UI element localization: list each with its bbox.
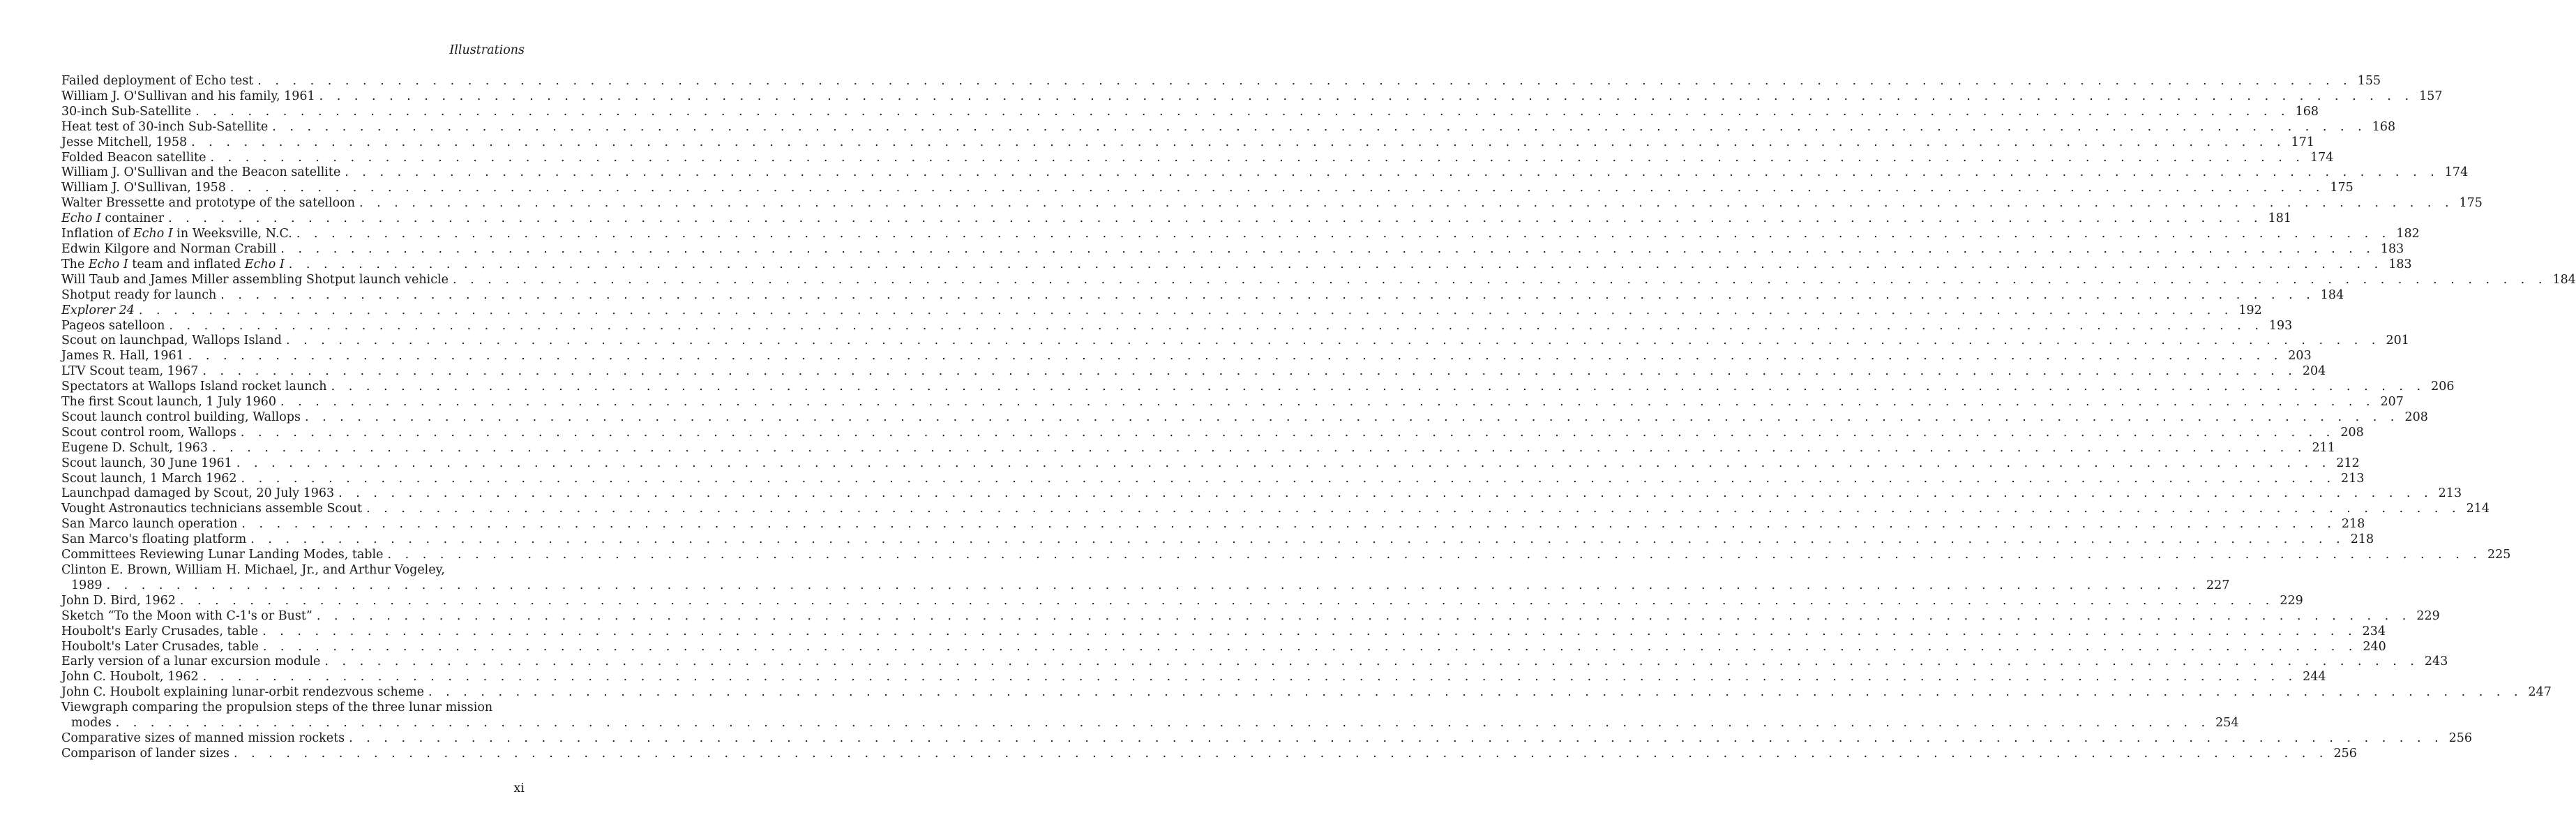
entry-title [61,257,289,273]
entry-title [61,89,319,105]
list-item [61,196,2483,211]
dot-leader: . . . . . . . . . . . . . . . . . . . . . . . . . . . . . . . . . . . . . . . . . . . . . . . . . . . . . . . . . . . . . . . . . . . . . . . . . . . . . . . . . . . . . . . . . . . . . . . . . . . . . . . . . . . . . . . . . . . . . . . . [195,104,2290,119]
entry-page-number: 254 [2215,716,2239,731]
list-item [61,119,2396,135]
entry-title [61,135,191,151]
list-item [61,241,2404,257]
entry-page-number: 243 [2424,654,2448,669]
entry-page-number: 192 [2238,303,2262,317]
entry-page-number: 184 [2552,272,2576,287]
entry-title [61,624,262,640]
entry-page-number: 155 [2357,74,2381,88]
list-item [61,181,2353,196]
entry-title-continued: modes [71,716,112,731]
entry-title [61,640,263,655]
dot-leader: . . . . . . . . . . . . . . . . . . . . . . . . . . . . . . . . . . . . . . . . . . . . . . . . . . . . . . . . . . . . . . . . . . . . . . . . . . . . . . . . . . . . . . . . . . . . . . . . . . . . . . . . . . . . . . . . . . . . . . . . [169,318,2264,333]
list-item [61,639,2386,655]
list-item [61,74,2381,89]
entry-page-number: 208 [2404,410,2428,424]
title-text: The first Scout launch, 1 July 1960 [61,395,277,410]
list-item [61,608,2440,624]
list-item [61,257,2412,273]
entry-page-number: 207 [2380,395,2404,410]
entry-title [61,532,250,548]
entry-page-number: 218 [2350,532,2374,547]
entry-page-number: 256 [2333,746,2357,761]
entry-page-number: 229 [2416,608,2440,623]
title-text: Comparison of lander sizes [61,746,229,761]
dot-leader: . . . . . . . . . . . . . . . . . . . . . . . . . . . . . . . . . . . . . . . . . . . . . . . . . . . . . . . . . . . . . . . . . . . . . . . . . . . . . . . . . . . . . . . . . . . . . . . . . . . . . . . . . . . . . . . . . . . . . . . . [233,746,2328,761]
entry-page-number: 229 [2280,593,2303,608]
entry-title [61,502,366,517]
title-text: John C. Houbolt explaining lunar-orbit rendezvous scheme [61,685,425,700]
entry-title [61,74,257,89]
title-text: Launchpad damaged by Scout, 20 July 1963 [61,486,335,501]
dot-leader: . . . . . . . . . . . . . . . . . . . . . . . . . . . . . . . . . . . . . . . . . . . . . . . . . . . . . . . . . . . . . . . . . . . . . . . . . . . . . . . . . . . . . . . . . . . . . . . . . . . . . . . . . . . . . . . . . . . . . . . . [319,89,2414,103]
entry-title [61,165,345,181]
title-text: Will Taub and James Miller assembling Shotput launch vehicle [61,272,449,287]
dot-leader: . . . . . . . . . . . . . . . . . . . . . . . . . . . . . . . . . . . . . . . . . . . . . . . . . . . . . . . . . . . . . . . . . . . . . . . . . . . . . . . . . . . . . . . . . . . . . . . . . . . . . . . . . . . . . . . . . . . . . . . . [338,486,2433,501]
dot-leader: . . . . . . . . . . . . . . . . . . . . . . . . . . . . . . . . . . . . . . . . . . . . . . . . . . . . . . . . . . . . . . . . . . . . . . . . . . . . . . . . . . . . . . . . . . . . . . . . . . . . . . . . . . . . . . . . . . . . . . . . [316,608,2411,623]
list-item [61,349,2312,364]
entry-title [61,334,286,349]
list-item [61,410,2428,426]
entry-title [61,364,202,380]
entry-page-number: 212 [2336,456,2360,470]
entry-page-number: 244 [2303,670,2326,684]
list-item [61,746,2357,762]
title-text: LTV Scout team, 1967 [61,364,199,379]
entry-title [61,410,305,426]
list-item [61,380,2455,395]
dot-leader: . . . . . . . . . . . . . . . . . . . . . . . . . . . . . . . . . . . . . . . . . . . . . . . . . . . . . . . . . . . . . . . . . . . . . . . . . . . . . . . . . . . . . . . . . . . . . . . . . . . . . . . . . . . . . . . . . . . . . . . . [262,639,2358,654]
entry-title [61,380,331,395]
title-italic: Echo I [133,227,173,241]
entry-page-number: 157 [2419,89,2443,103]
dot-leader: . . . . . . . . . . . . . . . . . . . . . . . . . . . . . . . . . . . . . . . . . . . . . . . . . . . . . . . . . . . . . . . . . . . . . . . . . . . . . . . . . . . . . . . . . . . . . . . . . . . . . . . . . . . . . . . . . . . . . . . . [188,349,2283,364]
dot-leader: . . . . . . . . . . . . . . . . . . . . . . . . . . . . . . . . . . . . . . . . . . . . . . . . . . . . . . . . . . . . . . . . . . . . . . . . . . . . . . . . . . . . . . . . . . . . . . . . . . . . . . . . . . . . . . . . . . . . . . . . [115,716,2210,731]
entry-title [61,486,338,502]
title-text: Jesse Mitchell, 1958 [61,135,188,149]
dot-leader: . . . . . . . . . . . . . . . . . . . . . . . . . . . . . . . . . . . . . . . . . . . . . . . . . . . . . . . . . . . . . . . . . . . . . . . . . . . . . . . . . . . . . . . . . . . . . . . . . . . . . . . . . . . . . . . . . . . . . . . . [349,731,2443,745]
list-item [61,211,2291,227]
entry-title [61,609,317,624]
dot-leader: . . . . . . . . . . . . . . . . . . . . . . . . . . . . . . . . . . . . . . . . . . . . . . . . . . . . . . . . . . . . . . . . . . . . . . . . . . . . . . . . . . . . . . . . . . . . . . . . . . . . . . . . . . . . . . . . . . . . . . . . [202,364,2297,379]
title-text: Edwin Kilgore and Norman Crabill [61,241,277,256]
dot-leader: . . . . . . . . . . . . . . . . . . . . . . . . . . . . . . . . . . . . . . . . . . . . . . . . . . . . . . . . . . . . . . . . . . . . . . . . . . . . . . . . . . . . . . . . . . . . . . . . . . . . . . . . . . . . . . . . . . . . . . . . [272,119,2367,134]
entry-title [61,273,453,288]
entry-title [61,685,428,701]
dot-leader: . . . . . . . . . . . . . . . . . . . . . . . . . . . . . . . . . . . . . . . . . . . . . . . . . . . . . . . . . . . . . . . . . . . . . . . . . . . . . . . . . . . . . . . . . . . . . . . . . . . . . . . . . . . . . . . . . . . . . . . . [331,380,2426,394]
list-item [61,104,2319,120]
entry-title [61,196,359,211]
list-item [61,89,2443,105]
list-item [61,364,2326,380]
dot-leader: . . . . . . . . . . . . . . . . . . . . . . . . . . . . . . . . . . . . . . . . . . . . . . . . . . . . . . . . . . . . . . . . . . . . . . . . . . . . . . . . . . . . . . . . . . . . . . . . . . . . . . . . . . . . . . . . . . . . . . . . [241,517,2336,532]
dot-leader: . . . . . . . . . . . . . . . . . . . . . . . . . . . . . . . . . . . . . . . . . . . . . . . . . . . . . . . . . . . . . . . . . . . . . . . . . . . . . . . . . . . . . . . . . . . . . . . . . . . . . . . . . . . . . . . . . . . . . . . . [257,74,2352,88]
dot-leader: . . . . . . . . . . . . . . . . . . . . . . . . . . . . . . . . . . . . . . . . . . . . . . . . . . . . . . . . . . . . . . . . . . . . . . . . . . . . . . . . . . . . . . . . . . . . . . . . . . . . . . . . . . . . . . . . . . . . . . . . [304,410,2400,424]
entry-title [61,426,241,441]
dot-leader: . . . . . . . . . . . . . . . . . . . . . . . . . . . . . . . . . . . . . . . . . . . . . . . . . . . . . . . . . . . . . . . . . . . . . . . . . . . . . . . . . . . . . . . . . . . . . . . . . . . . . . . . . . . . . . . . . . . . . . . . [345,165,2439,180]
dot-leader: . . . . . . . . . . . . . . . . . . . . . . . . . . . . . . . . . . . . . . . . . . . . . . . . . . . . . . . . . . . . . . . . . . . . . . . . . . . . . . . . . . . . . . . . . . . . . . . . . . . . . . . . . . . . . . . . . . . . . . . . [285,334,2381,348]
entry-page-number: 175 [2459,196,2483,211]
dot-leader: . . . . . . . . . . . . . . . . . . . . . . . . . . . . . . . . . . . . . . . . . . . . . . . . . . . . . . . . . . . . . . . . . . . . . . . . . . . . . . . . . . . . . . . . . . . . . . . . . . . . . . . . . . . . . . . . . . . . . . . . [250,532,2345,547]
entry-page-number: 211 [2312,440,2335,455]
list-item [61,227,2420,242]
entry-page-number: 204 [2302,364,2326,379]
list-item [61,701,2239,731]
entry-title [61,120,272,135]
list-item [61,685,2552,701]
title-text: Heat test of 30-inch Sub-Satellite [61,119,269,134]
entry-page-number: 225 [2487,548,2511,562]
title-text: William J. O'Sullivan and his family, 1961 [61,89,315,103]
entry-title [61,670,203,685]
title-text: Comparative sizes of manned mission rockets [61,731,345,745]
title-text: San Marco's floating platform [61,532,247,547]
dot-leader: . . . . . . . . . . . . . . . . . . . . . . . . . . . . . . . . . . . . . . . . . . . . . . . . . . . . . . . . . . . . . . . . . . . . . . . . . . . . . . . . . . . . . . . . . . . . . . . . . . . . . . . . . . . . . . . . . . . . . . . . [240,425,2335,440]
entry-title [61,151,210,166]
entry-page-number: 184 [2320,287,2344,302]
dot-leader: . . . . . . . . . . . . . . . . . . . . . . . . . . . . . . . . . . . . . . . . . . . . . . . . . . . . . . . . . . . . . . . . . . . . . . . . . . . . . . . . . . . . . . . . . . . . . . . . . . . . . . . . . . . . . . . . . . . . . . . . [106,578,2201,592]
title-text: Inflation of [61,227,133,241]
entry-page-number: 168 [2295,104,2319,119]
entry-page-number: 234 [2362,624,2386,638]
entry-page-number: 182 [2396,227,2420,241]
dot-leader: . . . . . . . . . . . . . . . . . . . . . . . . . . . . . . . . . . . . . . . . . . . . . . . . . . . . . . . . . . . . . . . . . . . . . . . . . . . . . . . . . . . . . . . . . . . . . . . . . . . . . . . . . . . . . . . . . . . . . . . . [262,624,2357,638]
entry-title [61,456,236,472]
entry-title [61,654,324,670]
entry-page-number: 240 [2363,639,2386,654]
title-text: William J. O'Sullivan, 1958 [61,181,226,195]
entry-page-number: 174 [2310,150,2334,165]
entry-page-number: 183 [2388,257,2412,271]
entry-title [61,349,188,364]
title-text: Viewgraph comparing the propulsion steps of the three lunar mission [61,701,493,715]
entry-title [61,227,296,242]
title-text: San Marco launch operation [61,517,238,532]
entry-page-number: 183 [2380,241,2404,256]
list-item [61,318,2293,334]
dot-leader: . . . . . . . . . . . . . . . . . . . . . . . . . . . . . . . . . . . . . . . . . . . . . . . . . . . . . . . . . . . . . . . . . . . . . . . . . . . . . . . . . . . . . . . . . . . . . . . . . . . . . . . . . . . . . . . . . . . . . . . . [220,287,2315,302]
entry-page-number: 256 [2448,731,2473,745]
list-item [61,624,2386,640]
title-text: Failed deployment of Echo test [61,74,254,88]
entry-page-number: 168 [2372,119,2396,134]
title-italic: Explorer 24 [61,303,135,317]
entry-page-number: 193 [2268,318,2293,333]
list-item [61,502,2490,517]
title-text: Folded Beacon satellite [61,150,206,165]
entry-title [61,105,195,120]
title-text: Shotput ready for launch [61,287,217,302]
title-text: team and inflated [128,257,245,271]
entry-page-number: 213 [2341,471,2365,486]
title-text: The [61,257,89,271]
title-text: Committees Reviewing Lunar Landing Modes, table [61,548,384,562]
title-text: Walter Bressette and prototype of the satelloon [61,196,356,211]
title-text: John D. Bird, 1962 [61,593,176,608]
dot-leader: . . . . . . . . . . . . . . . . . . . . . . . . . . . . . . . . . . . . . . . . . . . . . . . . . . . . . . . . . . . . . . . . . . . . . . . . . . . . . . . . . . . . . . . . . . . . . . . . . . . . . . . . . . . . . . . . . . . . . . . . [210,150,2305,165]
title-text: Houbolt's Later Crusades, table [61,639,259,654]
dot-leader: . . . . . . . . . . . . . . . . . . . . . . . . . . . . . . . . . . . . . . . . . . . . . . . . . . . . . . . . . . . . . . . . . . . . . . . . . . . . . . . . . . . . . . . . . . . . . . . . . . . . . . . . . . . . . . . . . . . . . . . . [179,593,2275,608]
title-text: 30-inch Sub-Satellite [61,104,192,119]
list-item [61,654,2448,670]
entry-page-number: 174 [2444,165,2469,180]
entry-page-number: 181 [2268,211,2291,226]
entry-page-number: 214 [2466,502,2490,516]
title-text: William J. O'Sullivan and the Beacon satellite [61,165,341,180]
list-item [61,287,2344,304]
list-item [61,135,2314,151]
list-item [61,731,2473,747]
title-text: Vought Astronautics technicians assemble Scout [61,502,363,516]
list-item [61,670,2326,685]
title-text: Scout launch control building, Wallops [61,410,301,424]
title-text: Pageos satelloon [61,318,165,333]
list-item [61,150,2334,166]
title-text: Scout control room, Wallops [61,425,236,440]
entry-title [61,594,180,609]
entry-page-number: 175 [2330,181,2353,195]
entry-title [61,242,280,257]
title-italic: Echo I [88,257,128,271]
entry-page-number: 203 [2288,349,2312,364]
entry-page-number: 171 [2291,135,2314,149]
entry-page-number: 206 [2431,380,2455,394]
entry-page-number: 218 [2341,517,2365,532]
dot-leader: . . . . . . . . . . . . . . . . . . . . . . . . . . . . . . . . . . . . . . . . . . . . . . . . . . . . . . . . . . . . . . . . . . . . . . . . . . . . . . . . . . . . . . . . . . . . . . . . . . . . . . . . . . . . . . . . . . . . . . . . [168,211,2263,226]
list-item [61,303,2262,319]
title-text: Early version of a lunar excursion module [61,654,321,669]
list-item [61,486,2462,502]
entry-title [61,548,387,563]
dot-leader: . . . . . . . . . . . . . . . . . . . . . . . . . . . . . . . . . . . . . . . . . . . . . . . . . . . . . . . . . . . . . . . . . . . . . . . . . . . . . . . . . . . . . . . . . . . . . . . . . . . . . . . . . . . . . . . . . . . . . . . . [387,548,2482,562]
list-item [61,440,2335,456]
entry-title [61,517,241,532]
entry-title [61,441,212,456]
list-item [61,532,2374,548]
list-item [61,425,2364,441]
list-item [61,272,2576,288]
entry-page-number: 247 [2528,685,2552,700]
dot-leader: . . . . . . . . . . . . . . . . . . . . . . . . . . . . . . . . . . . . . . . . . . . . . . . . . . . . . . . . . . . . . . . . . . . . . . . . . . . . . . . . . . . . . . . . . . . . . . . . . . . . . . . . . . . . . . . . . . . . . . . . [241,471,2336,486]
entry-title [61,747,234,762]
list-item [61,456,2360,472]
entry-page-number: 208 [2340,425,2364,440]
dot-leader: . . . . . . . . . . . . . . . . . . . . . . . . . . . . . . . . . . . . . . . . . . . . . . . . . . . . . . . . . . . . . . . . . . . . . . . . . . . . . . . . . . . . . . . . . . . . . . . . . . . . . . . . . . . . . . . . . . . . . . . . [452,272,2547,287]
dot-leader: . . . . . . . . . . . . . . . . . . . . . . . . . . . . . . . . . . . . . . . . . . . . . . . . . . . . . . . . . . . . . . . . . . . . . . . . . . . . . . . . . . . . . . . . . . . . . . . . . . . . . . . . . . . . . . . . . . . . . . . . [191,135,2286,149]
title-text: Eugene D. Schult, 1963 [61,440,208,455]
entry-title [61,288,220,304]
dot-leader: . . . . . . . . . . . . . . . . . . . . . . . . . . . . . . . . . . . . . . . . . . . . . . . . . . . . . . . . . . . . . . . . . . . . . . . . . . . . . . . . . . . . . . . . . . . . . . . . . . . . . . . . . . . . . . . . . . . . . . . . [366,502,2461,516]
entry-title [61,472,241,487]
title-text: Sketch “To the Moon with C-1's or Bust” [61,608,312,623]
title-text: in Weeksville, N.C. [172,227,292,241]
dot-leader: . . . . . . . . . . . . . . . . . . . . . . . . . . . . . . . . . . . . . . . . . . . . . . . . . . . . . . . . . . . . . . . . . . . . . . . . . . . . . . . . . . . . . . . . . . . . . . . . . . . . . . . . . . . . . . . . . . . . . . . . [236,456,2331,470]
title-italic: Echo I [61,211,101,226]
list-item [61,334,2409,349]
entry-title [61,181,230,196]
list-item [61,471,2365,487]
illustrations-list [61,74,2576,762]
dot-leader: . . . . . . . . . . . . . . . . . . . . . . . . . . . . . . . . . . . . . . . . . . . . . . . . . . . . . . . . . . . . . . . . . . . . . . . . . . . . . . . . . . . . . . . . . . . . . . . . . . . . . . . . . . . . . . . . . . . . . . . . [324,654,2419,669]
list-item [61,517,2365,532]
title-text: Clinton E. Brown, William H. Michael, Jr., and Arthur Vogeley, [61,563,445,577]
list-item [61,395,2404,410]
dot-leader: . . . . . . . . . . . . . . . . . . . . . . . . . . . . . . . . . . . . . . . . . . . . . . . . . . . . . . . . . . . . . . . . . . . . . . . . . . . . . . . . . . . . . . . . . . . . . . . . . . . . . . . . . . . . . . . . . . . . . . . . [202,670,2298,684]
title-text: Scout launch, 30 June 1961 [61,456,232,470]
entry-page-number: 201 [2386,334,2409,348]
title-text: Scout launch, 1 March 1962 [61,471,237,486]
dot-leader: . . . . . . . . . . . . . . . . . . . . . . . . . . . . . . . . . . . . . . . . . . . . . . . . . . . . . . . . . . . . . . . . . . . . . . . . . . . . . . . . . . . . . . . . . . . . . . . . . . . . . . . . . . . . . . . . . . . . . . . . [229,181,2325,195]
page-number: xi [513,781,525,795]
list-item [61,563,2230,594]
dot-leader: . . . . . . . . . . . . . . . . . . . . . . . . . . . . . . . . . . . . . . . . . . . . . . . . . . . . . . . . . . . . . . . . . . . . . . . . . . . . . . . . . . . . . . . . . . . . . . . . . . . . . . . . . . . . . . . . . . . . . . . . [280,241,2375,256]
list-item [61,548,2511,563]
title-text: Spectators at Wallops Island rocket launch [61,380,327,394]
entry-title [61,731,349,747]
title-text: John C. Houbolt, 1962 [61,670,199,684]
dot-leader: . . . . . . . . . . . . . . . . . . . . . . . . . . . . . . . . . . . . . . . . . . . . . . . . . . . . . . . . . . . . . . . . . . . . . . . . . . . . . . . . . . . . . . . . . . . . . . . . . . . . . . . . . . . . . . . . . . . . . . . . [288,257,2383,271]
entry-title [61,701,497,716]
entry-title [61,304,139,319]
title-text: James R. Hall, 1961 [61,349,184,364]
entry-title [61,211,168,227]
entry-title [61,563,449,578]
dot-leader: . . . . . . . . . . . . . . . . . . . . . . . . . . . . . . . . . . . . . . . . . . . . . . . . . . . . . . . . . . . . . . . . . . . . . . . . . . . . . . . . . . . . . . . . . . . . . . . . . . . . . . . . . . . . . . . . . . . . . . . . [280,395,2375,410]
entry-title [61,319,169,334]
dot-leader: . . . . . . . . . . . . . . . . . . . . . . . . . . . . . . . . . . . . . . . . . . . . . . . . . . . . . . . . . . . . . . . . . . . . . . . . . . . . . . . . . . . . . . . . . . . . . . . . . . . . . . . . . . . . . . . . . . . . . . . . [138,303,2234,317]
dot-leader: . . . . . . . . . . . . . . . . . . . . . . . . . . . . . . . . . . . . . . . . . . . . . . . . . . . . . . . . . . . . . . . . . . . . . . . . . . . . . . . . . . . . . . . . . . . . . . . . . . . . . . . . . . . . . . . . . . . . . . . . [211,440,2307,455]
title-text: Scout on launchpad, Wallops Island [61,334,282,348]
entry-title-continued: 1989 [71,578,103,592]
running-header: Illustrations [449,43,525,57]
dot-leader: . . . . . . . . . . . . . . . . . . . . . . . . . . . . . . . . . . . . . . . . . . . . . . . . . . . . . . . . . . . . . . . . . . . . . . . . . . . . . . . . . . . . . . . . . . . . . . . . . . . . . . . . . . . . . . . . . . . . . . . . [428,685,2523,700]
list-item [61,165,2469,181]
dot-leader: . . . . . . . . . . . . . . . . . . . . . . . . . . . . . . . . . . . . . . . . . . . . . . . . . . . . . . . . . . . . . . . . . . . . . . . . . . . . . . . . . . . . . . . . . . . . . . . . . . . . . . . . . . . . . . . . . . . . . . . . [359,196,2454,211]
list-item [61,593,2303,609]
dot-leader: . . . . . . . . . . . . . . . . . . . . . . . . . . . . . . . . . . . . . . . . . . . . . . . . . . . . . . . . . . . . . . . . . . . . . . . . . . . . . . . . . . . . . . . . . . . . . . . . . . . . . . . . . . . . . . . . . . . . . . . . [296,227,2391,241]
title-text: container [100,211,165,226]
entry-title [61,395,280,410]
entry-page-number: 213 [2438,486,2462,501]
entry-page-number: 227 [2206,578,2230,592]
title-italic: Echo I [244,257,285,271]
title-text: Houbolt's Early Crusades, table [61,624,259,638]
